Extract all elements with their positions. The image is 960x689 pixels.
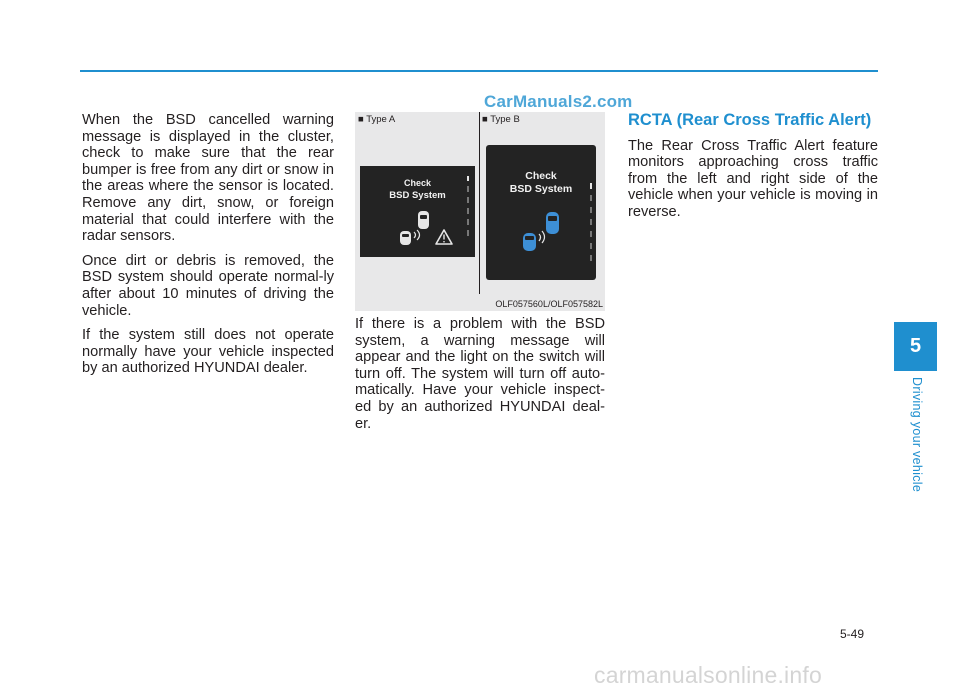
column-3 — [628, 112, 878, 229]
screen-b-bsd-text: BSD System — [509, 183, 573, 195]
type-b-label: ■ Type B — [482, 114, 520, 125]
bsd-dealer-paragraph: If the system still does not operate normally have your vehicle inspected by an authorized HYUNDAI dealer. — [82, 327, 334, 377]
screen-b-right-lines-icon — [590, 183, 592, 261]
watermark-bottom: carmanualsonline.info — [594, 662, 822, 688]
cluster-screen-type-b — [486, 145, 596, 280]
figure-divider — [479, 112, 480, 294]
warning-triangle-icon — [436, 230, 452, 244]
header-rule — [80, 70, 878, 72]
side-car-icon-a — [400, 231, 411, 245]
cluster-screen-type-a — [360, 166, 475, 257]
bsd-problem-paragraph: If there is a problem with the BSD system, a warning message will appear and the light on the switch will turn off. The system will turn off auto-matically. Have your vehicle inspect-ed by an authorized HYUNDAI deal-er. — [355, 316, 605, 432]
screen-b-check-text: Check — [525, 170, 557, 182]
rcta-heading: RCTA (Rear Cross Traffic Alert) — [628, 111, 872, 129]
type-a-label: ■ Type A — [358, 114, 396, 125]
side-car-icon-b — [523, 233, 536, 251]
figure-caption: OLF057560L/OLF057582L — [495, 299, 603, 309]
radar-wave-icon-a — [414, 230, 420, 240]
screen-a-graphic — [360, 166, 475, 257]
page-number: 5-49 — [840, 627, 865, 641]
screen-b-graphic — [486, 145, 596, 280]
screen-a-bsd-text: BSD System — [389, 190, 446, 201]
bsd-cancel-paragraph: When the BSD cancelled warning message is displayed in the cluster, check to make sure that the rear bumper is free from any dirt or snow in the areas where the sensor is located. Remove any dirt, snow, or foreign material that could interfere with the radar sensors. — [82, 112, 334, 245]
column-2 — [355, 316, 605, 440]
bsd-debris-paragraph: Once dirt or debris is removed, the BSD system should operate normal-ly after about 10 minutes of driving the vehicle. — [82, 252, 334, 319]
column-1 — [82, 112, 334, 385]
chapter-label: Driving your vehicle — [910, 377, 924, 493]
radar-wave-icon-b — [539, 231, 545, 243]
screen-a-right-lines-icon — [467, 176, 469, 236]
ego-car-icon-a — [418, 211, 429, 229]
chapter-number-tab: 5 — [894, 322, 937, 371]
bsd-warning-figure — [355, 112, 605, 311]
watermark-top: CarManuals2.com — [484, 92, 633, 111]
rcta-paragraph: The Rear Cross Traffic Alert feature monitors approaching cross traffic from the left and right side of the vehicle when your vehicle is moving in reverse. — [628, 137, 878, 220]
ego-car-icon-b — [546, 212, 559, 234]
screen-a-check-text: Check — [403, 178, 431, 188]
